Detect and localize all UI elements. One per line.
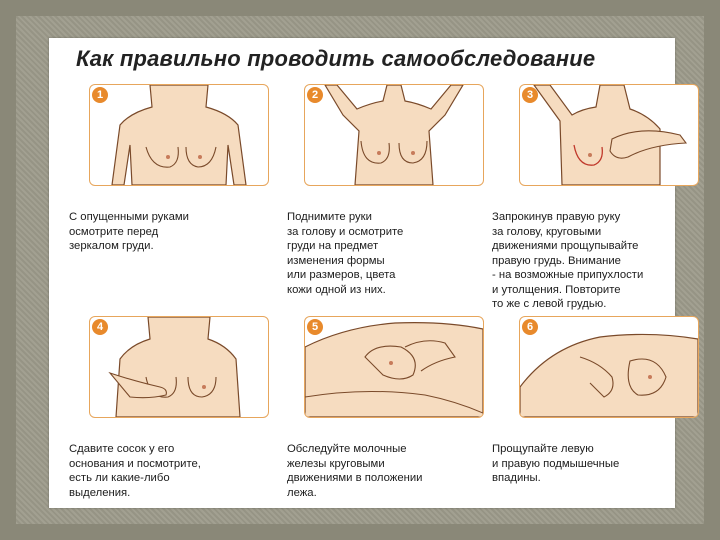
step-6-badge: 6 <box>522 319 538 335</box>
armpit-check-illustration <box>520 317 698 417</box>
palpation-standing-illustration <box>520 85 698 185</box>
page-title: Как правильно проводить самообследование <box>76 46 596 71</box>
step-1-caption: С опущенными руками осмотрите перед зеркалом груди. <box>69 211 189 252</box>
torso-arms-raised-illustration <box>305 85 483 185</box>
step-4-caption: Сдавите сосок у его основания и посмотрите, есть ли какие-либо выделения. <box>69 443 201 499</box>
torso-arms-down-illustration <box>90 85 268 185</box>
step-4-badge: 4 <box>92 319 108 335</box>
step-2-caption: Поднимите руки за голову и осмотрите груди на предмет изменения формы или размеров, цвета кожи одной из них. <box>287 211 404 296</box>
nipple-check-illustration <box>90 317 268 417</box>
step-3-illustration <box>519 84 699 186</box>
step-1-illustration <box>89 84 269 186</box>
step-6-illustration <box>519 316 699 418</box>
step-5-badge: 5 <box>307 319 323 335</box>
step-6-caption: Прощупайте левую и правую подмышечные впадины. <box>492 443 620 484</box>
step-3-caption: Запрокинув правую руку за голову, круговыми движениями прощупывайте правую грудь. Внимание - на возможные припухлости и утолщения. Повторите то же с левой грудью. <box>492 211 644 310</box>
lying-palpation-illustration <box>305 317 483 417</box>
infographic-sheet <box>49 38 675 508</box>
step-2-illustration <box>304 84 484 186</box>
step-3-badge: 3 <box>522 87 538 103</box>
step-5-illustration <box>304 316 484 418</box>
step-1-badge: 1 <box>92 87 108 103</box>
step-2-badge: 2 <box>307 87 323 103</box>
step-4-illustration <box>89 316 269 418</box>
step-5-caption: Обследуйте молочные железы круговыми движениями в положении лежа. <box>287 443 423 499</box>
